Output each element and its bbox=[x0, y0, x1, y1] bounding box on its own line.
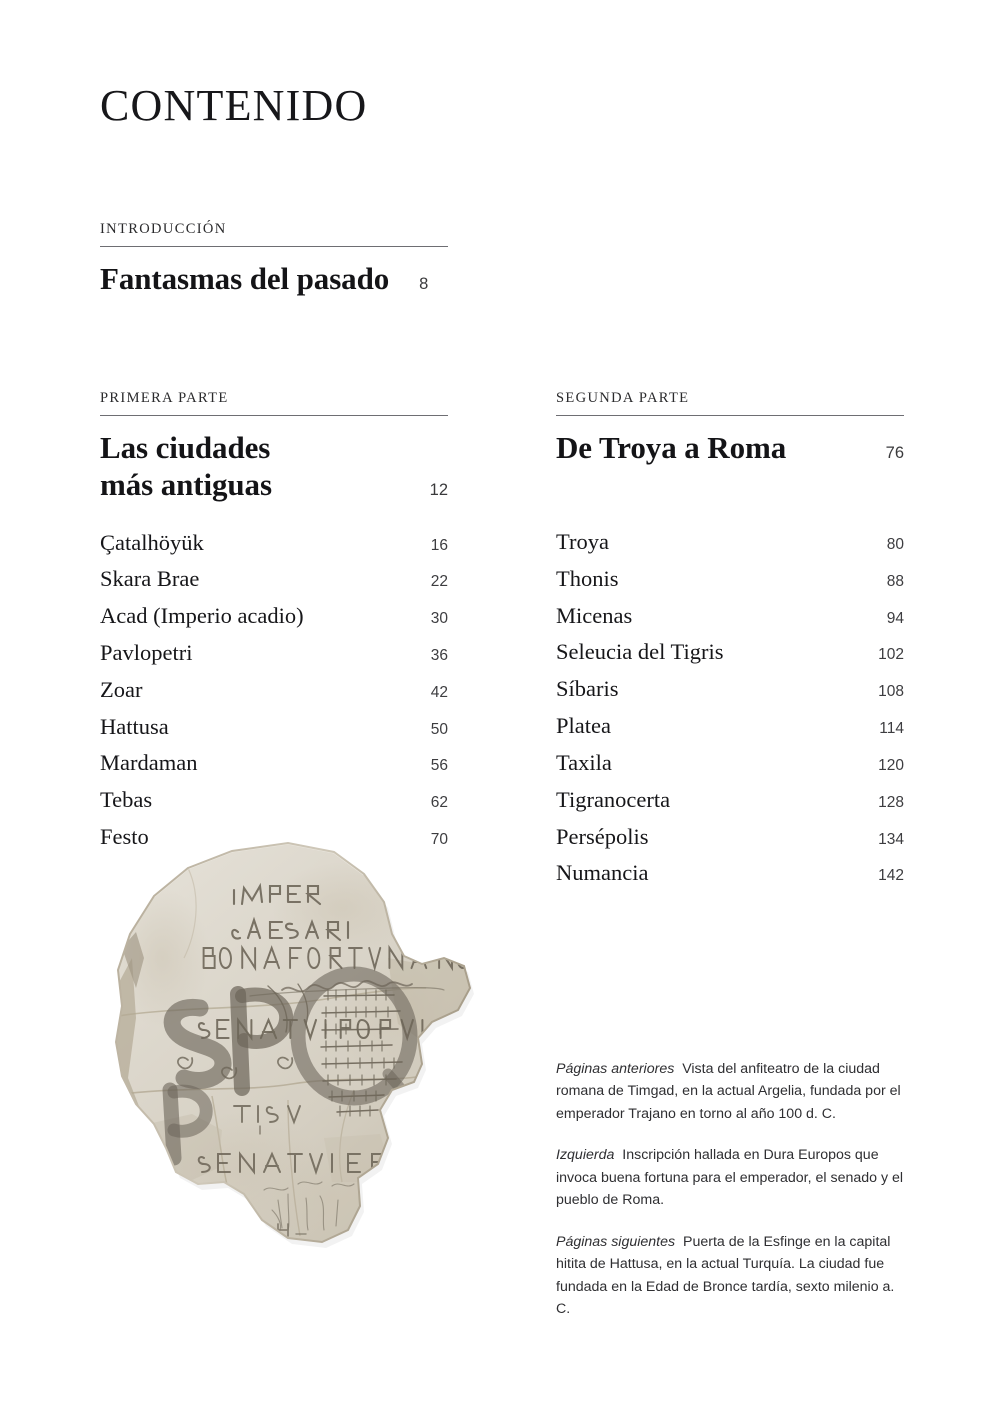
entry-page-number: 120 bbox=[878, 756, 904, 774]
section-heading-page: 8 bbox=[419, 274, 429, 293]
section-heading-line-1: Las ciudades bbox=[100, 429, 271, 465]
entry-page-number: 50 bbox=[430, 720, 448, 738]
entry-list-primera-parte bbox=[100, 530, 448, 851]
section-rule-segunda-parte bbox=[556, 415, 904, 416]
entry-page-number: 30 bbox=[430, 610, 448, 628]
list-item[interactable] bbox=[100, 566, 448, 592]
list-item[interactable] bbox=[556, 676, 904, 702]
entry-page-number: 16 bbox=[430, 536, 448, 554]
entry-page-number: 134 bbox=[878, 830, 904, 848]
caption-paginas-anteriores bbox=[556, 1058, 908, 1125]
section-introduction bbox=[100, 222, 448, 297]
entry-page-number: 56 bbox=[430, 757, 448, 775]
section-primera-parte bbox=[100, 391, 448, 861]
entry-page-number: 94 bbox=[886, 609, 904, 627]
list-item[interactable] bbox=[556, 529, 904, 555]
entry-title: Zoar bbox=[100, 676, 143, 702]
entry-page-number: 62 bbox=[430, 794, 448, 812]
section-heading-text: Fantasmas del pasado bbox=[100, 260, 390, 296]
entry-title: Thonis bbox=[556, 565, 619, 591]
entry-title: Festo bbox=[100, 824, 149, 849]
caption-text: Puerta de la Esfinge en la capital hitita de Hattusa, en la actual Turquía. La ciudad fue fundada en la Edad de Bronce tardía, sexto milenio a. C. bbox=[556, 1233, 895, 1317]
list-item[interactable] bbox=[100, 750, 448, 776]
list-item[interactable] bbox=[556, 787, 904, 813]
entry-title: Skara Brae bbox=[100, 566, 200, 592]
caption-izquierda bbox=[556, 1144, 908, 1211]
list-item[interactable] bbox=[100, 603, 448, 629]
list-item[interactable] bbox=[556, 750, 904, 776]
caption-lead: Páginas anteriores bbox=[556, 1061, 675, 1077]
entry-title: Numancia bbox=[556, 860, 649, 886]
entry-title: Síbaris bbox=[556, 676, 619, 702]
list-item[interactable] bbox=[556, 713, 904, 739]
list-item[interactable] bbox=[100, 677, 448, 703]
section-segunda-parte bbox=[556, 391, 904, 897]
entry-title: Platea bbox=[556, 713, 611, 739]
caption-text: Inscripción hallada en Dura Europos que invoca buena fortuna para el emperador, el senado y el pueblo de Roma. bbox=[556, 1147, 904, 1209]
section-eyebrow-primera-parte: PRIMERA PARTE bbox=[100, 390, 229, 406]
entry-title: Pavlopetri bbox=[100, 639, 193, 665]
entry-page-number: 80 bbox=[886, 536, 904, 553]
section-rule-primera-parte bbox=[100, 415, 448, 416]
entry-title: Tigranocerta bbox=[556, 786, 671, 812]
entry-page-number: 42 bbox=[430, 683, 448, 701]
entry-page-number: 128 bbox=[878, 793, 904, 811]
entry-title: Persépolis bbox=[556, 823, 649, 849]
list-item[interactable] bbox=[100, 714, 448, 740]
section-heading-page: 12 bbox=[429, 481, 448, 499]
caption-lead: Páginas siguientes bbox=[556, 1233, 676, 1250]
entry-title: Mardaman bbox=[100, 750, 198, 776]
list-item[interactable] bbox=[556, 566, 904, 592]
entry-page-number: 22 bbox=[430, 573, 448, 591]
entry-page-number: 102 bbox=[878, 646, 904, 664]
list-item[interactable] bbox=[556, 639, 904, 665]
entry-page-number: 88 bbox=[886, 572, 904, 590]
entry-title: Micenas bbox=[556, 602, 633, 628]
entry-list-segunda-parte bbox=[556, 529, 904, 887]
caption-column bbox=[556, 1058, 908, 1320]
entry-page-number: 114 bbox=[879, 720, 904, 738]
list-item[interactable] bbox=[100, 530, 448, 556]
caption-paginas-siguientes bbox=[556, 1231, 908, 1321]
section-eyebrow-segunda-parte: SEGUNDA PARTE bbox=[556, 390, 690, 406]
entry-title: Acad (Imperio acadio) bbox=[100, 603, 304, 629]
section-heading-primera-parte[interactable] bbox=[100, 429, 448, 504]
section-heading-introduction[interactable] bbox=[100, 260, 448, 298]
entry-page-number: 36 bbox=[430, 646, 448, 664]
entry-title: Tebas bbox=[100, 787, 153, 813]
list-item[interactable] bbox=[100, 787, 448, 813]
artefact-photo-dura-europos-inscription bbox=[92, 838, 522, 1338]
entry-title: Taxila bbox=[556, 749, 612, 775]
section-heading-page: 76 bbox=[885, 443, 904, 462]
section-rule-introduction bbox=[100, 246, 448, 247]
entry-title: Troya bbox=[556, 529, 609, 554]
entry-page-number: 70 bbox=[430, 831, 448, 848]
section-eyebrow-introduction: INTRODUCCIÓN bbox=[100, 221, 227, 237]
list-item[interactable] bbox=[100, 640, 448, 666]
list-item[interactable] bbox=[556, 824, 904, 850]
section-heading-segunda-parte[interactable] bbox=[556, 429, 904, 467]
entry-title: Seleucia del Tigris bbox=[556, 639, 724, 665]
entry-page-number: 142 bbox=[878, 867, 904, 885]
section-heading-text: De Troya a Roma bbox=[556, 429, 787, 465]
list-item[interactable] bbox=[556, 860, 904, 886]
caption-lead: Izquierda bbox=[556, 1147, 615, 1164]
section-heading-line-2: más antiguas bbox=[100, 467, 272, 502]
entry-title: Hattusa bbox=[100, 713, 169, 739]
section-heading-text bbox=[100, 429, 272, 504]
list-item[interactable] bbox=[556, 603, 904, 629]
page-title: CONTENIDO bbox=[100, 81, 368, 130]
caption-text: Vista del anfiteatro de la ciudad romana de Timgad, en la actual Argelia, fundada por el emperador Trajano en torno al año 100 d. C. bbox=[556, 1061, 901, 1122]
entry-page-number: 108 bbox=[878, 683, 904, 701]
entry-title: Çatalhöyük bbox=[100, 529, 204, 555]
